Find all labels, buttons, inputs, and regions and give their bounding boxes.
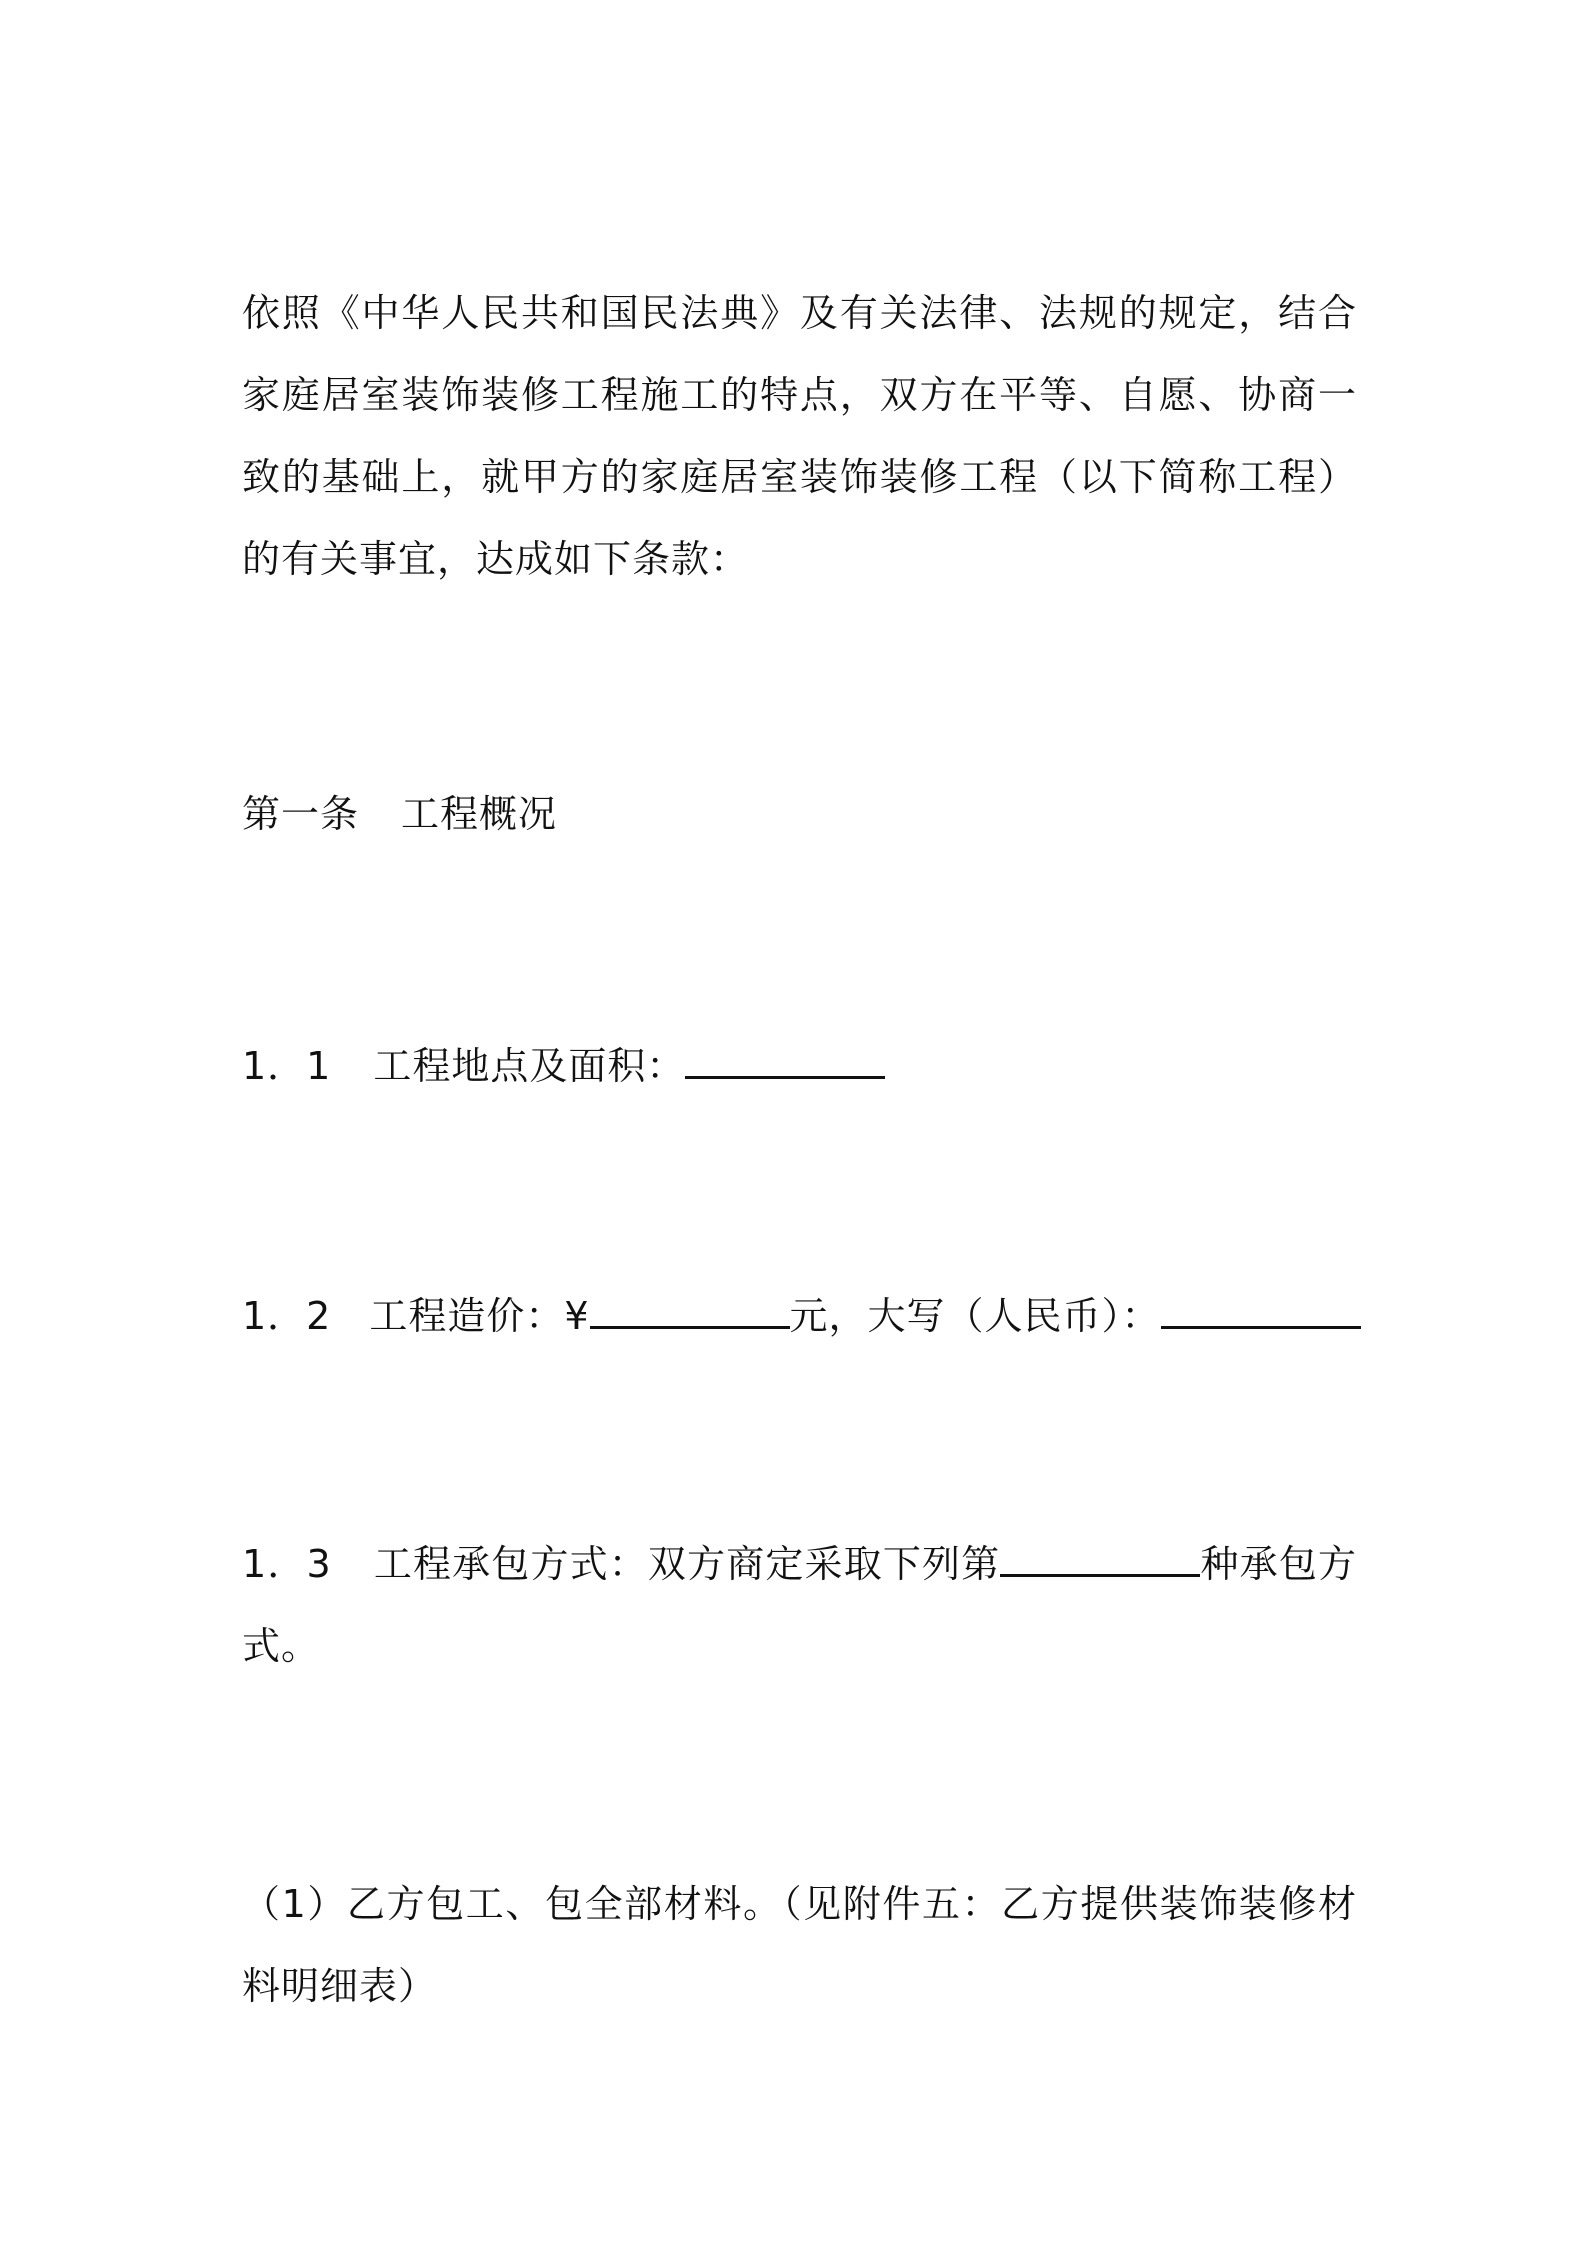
article-1-heading — [242, 773, 1357, 855]
area-blank — [685, 1042, 885, 1079]
clause-1-3 — [242, 1523, 1357, 1687]
article-1-number: 第一条 — [242, 792, 360, 836]
clause-1-3-suffix: 种承包方式。 — [242, 1542, 1357, 1668]
clause-1-2 — [242, 1275, 1357, 1357]
option-1-paragraph: （1）乙方包工、包全部材料。（见附件五：乙方提供装饰装修材料明细表） — [242, 1882, 1357, 2008]
clause-1-2-label: 工程造价：¥ — [369, 1294, 590, 1338]
contract-mode-blank — [1000, 1540, 1200, 1577]
clause-1-1 — [242, 1025, 1357, 1107]
clause-1-3-number: 1．3 — [242, 1542, 332, 1586]
article-1-title: 工程概况 — [401, 792, 558, 836]
price-words-blank — [1161, 1292, 1361, 1329]
clause-1-1-label: 工程地点及面积： — [373, 1044, 686, 1088]
clause-1-2-unit: 元，大写（人民币）： — [789, 1294, 1161, 1338]
clause-1-2-number: 1．2 — [242, 1294, 332, 1338]
intro-paragraph: 依照《中华人民共和国民法典》及有关法律、法规的规定，结合家庭居室装饰装修工程施工的特点，双方在平等、自愿、协商一致的基础上，就甲方的家庭居室装饰装修工程（以下简称工程）的有关事宜，达成如下条款： — [242, 291, 1357, 581]
clause-1-1-number: 1．1 — [242, 1044, 332, 1088]
price-figure-blank — [590, 1292, 790, 1329]
clause-1-3-label: 工程承包方式：双方商定采取下列第 — [373, 1542, 1001, 1586]
